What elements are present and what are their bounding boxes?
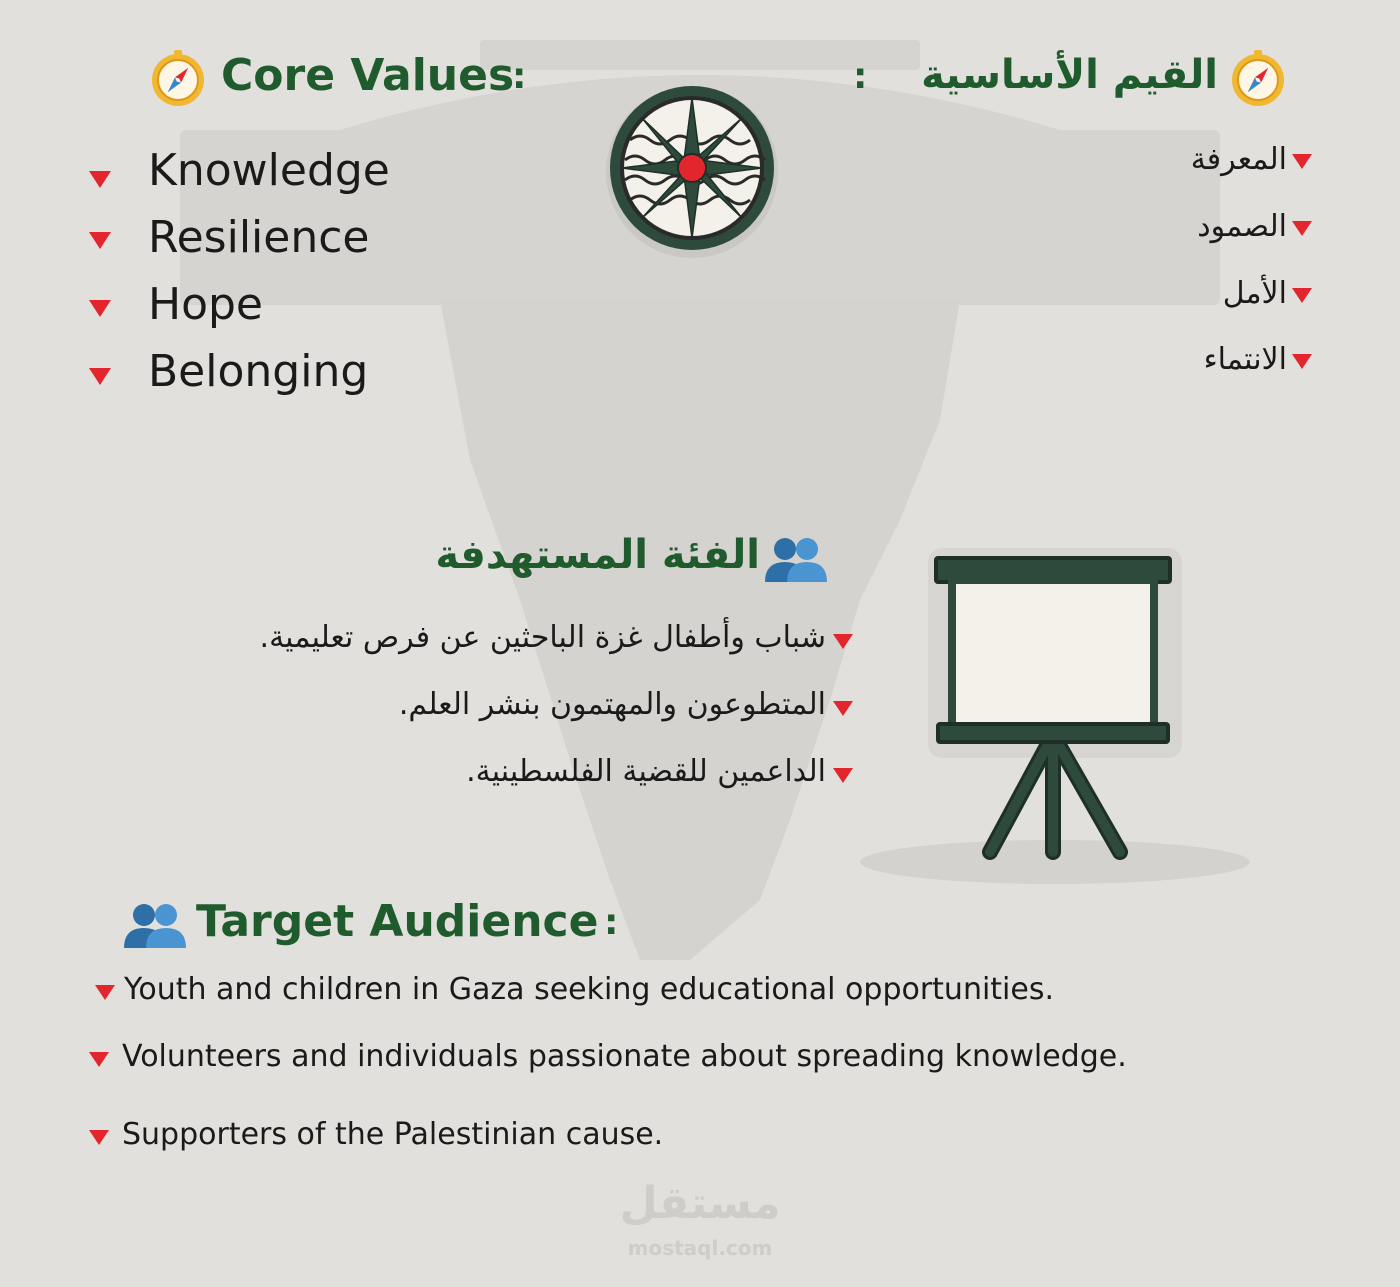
core-value-en-item: Knowledge	[148, 145, 390, 196]
target-audience-heading-en	[124, 890, 644, 956]
watermark-logo: مستقل	[619, 1178, 781, 1229]
core-value-ar-item: الانتماء	[1203, 342, 1287, 377]
core-value-en-item: Resilience	[148, 212, 370, 263]
people-icon	[124, 902, 186, 950]
core-value-ar-item: الصمود	[1197, 209, 1287, 244]
bullet-icon	[833, 634, 853, 649]
bullet-icon	[95, 985, 115, 1000]
core-values-heading-ar	[845, 44, 1290, 114]
core-values-colon-en: :	[512, 56, 527, 97]
bullet-icon	[89, 368, 111, 385]
bullet-icon	[1292, 288, 1312, 303]
target-audience-title-en: Target Audience	[196, 896, 599, 947]
target-audience-ar-item: شباب وأطفال غزة الباحثين عن فرص تعليمية.	[259, 620, 826, 655]
bullet-icon	[1292, 221, 1312, 236]
core-values-title-en: Core Values	[221, 50, 515, 101]
core-value-en-item: Hope	[148, 279, 264, 330]
target-audience-en-item: Volunteers and individuals passionate about spreading knowledge.	[122, 1039, 1127, 1074]
bullet-icon	[89, 171, 111, 188]
target-audience-title-ar: الفئة المستهدفة	[435, 532, 760, 578]
core-value-ar-item: المعرفة	[1190, 142, 1287, 177]
bullet-icon	[1292, 354, 1312, 369]
people-icon	[765, 536, 827, 584]
target-audience-en-item: Supporters of the Palestinian cause.	[122, 1117, 664, 1152]
bullet-icon	[1292, 154, 1312, 169]
bullet-icon	[89, 1052, 109, 1067]
watermark-url: mostaql.com	[627, 1236, 773, 1260]
bullet-icon	[89, 300, 111, 317]
target-audience-ar-item: الداعمين للقضية الفلسطينية.	[466, 754, 826, 789]
bullet-icon	[89, 1130, 109, 1145]
core-values-heading-en	[148, 44, 548, 114]
target-audience-colon-en: :	[604, 902, 619, 943]
core-value-ar-item: الأمل	[1222, 276, 1287, 311]
bullet-icon	[833, 768, 853, 783]
target-audience-heading-ar	[355, 528, 830, 588]
core-values-title-ar: القيم الأساسية	[921, 52, 1218, 98]
compass-icon	[1228, 48, 1288, 108]
target-audience-ar-item: المتطوعون والمهتمون بنشر العلم.	[398, 687, 826, 722]
compass-icon	[148, 48, 208, 108]
bullet-icon	[89, 232, 111, 249]
core-values-colon-ar: :	[853, 56, 868, 97]
target-audience-en-item: Youth and children in Gaza seeking educational opportunities.	[124, 972, 1055, 1007]
bullet-icon	[833, 701, 853, 716]
keffiyeh-compass-emblem	[600, 80, 785, 265]
presentation-board-illustration	[920, 540, 1190, 870]
core-value-en-item: Belonging	[148, 346, 369, 397]
